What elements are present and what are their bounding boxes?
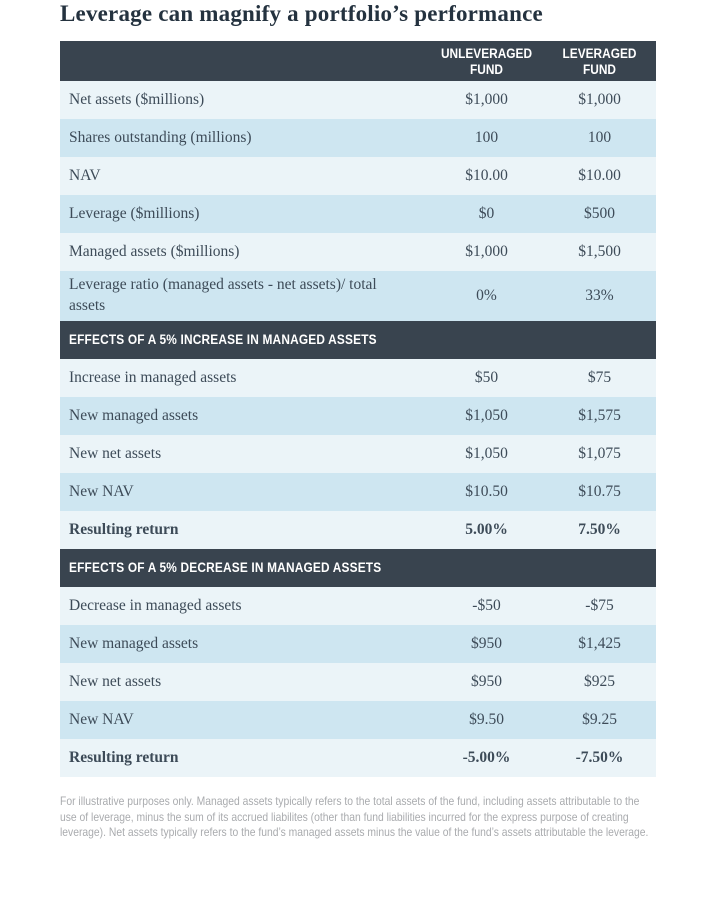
- row-value-leveraged: $10.00: [578, 166, 621, 184]
- leverage-table: [60, 41, 656, 777]
- row-label: Managed assets ($millions): [69, 242, 240, 260]
- row-label: Leverage ($millions): [69, 204, 200, 222]
- row-label: Increase in managed assets: [69, 368, 237, 386]
- column-header-unleveraged-fund: [430, 45, 543, 78]
- row-value-unleveraged: 5.00%: [465, 520, 508, 538]
- section-header-decrease-label: EFFECTS OF A 5% DECREASE IN MANAGED ASSETS: [69, 560, 382, 576]
- row-value-leveraged: $9.25: [582, 710, 617, 728]
- table-row: [60, 359, 656, 397]
- row-label: New net assets: [69, 444, 162, 462]
- table-row-resulting-return: [60, 739, 656, 777]
- table-row: [60, 435, 656, 473]
- row-label: New NAV: [69, 482, 134, 500]
- row-label: New net assets: [69, 672, 162, 690]
- row-value-unleveraged: $1,050: [465, 406, 508, 424]
- row-label: NAV: [69, 166, 101, 184]
- row-value-leveraged: 100: [587, 128, 612, 146]
- section-decrease: [60, 587, 656, 777]
- row-label: Shares outstanding (millions): [69, 128, 252, 146]
- row-value-leveraged: $1,075: [578, 444, 621, 462]
- row-value-unleveraged: 0%: [476, 286, 497, 304]
- row-label: Resulting return: [69, 748, 179, 766]
- table-row: [60, 271, 656, 321]
- row-value-leveraged: $1,575: [578, 406, 621, 424]
- section-header-decrease: [60, 549, 656, 587]
- row-value-leveraged: $1,000: [578, 90, 621, 108]
- row-value-unleveraged: $50: [474, 368, 499, 386]
- row-value-leveraged: $75: [587, 368, 612, 386]
- row-value-leveraged: $500: [584, 204, 615, 222]
- column-header-leveraged-fund: [543, 45, 656, 78]
- section-header-increase: [60, 321, 656, 359]
- table-row: [60, 119, 656, 157]
- table-row: [60, 473, 656, 511]
- column-header-unleveraged-fund-label: UNLEVERAGED FUND: [440, 45, 533, 77]
- table-row: [60, 81, 656, 119]
- row-label: Leverage ratio (managed assets - net assets)/ total assets: [69, 276, 377, 315]
- page-title: Leverage can magnify a portfolio’s performance: [60, 1, 543, 26]
- table-row: [60, 233, 656, 271]
- table-row: [60, 157, 656, 195]
- row-value-leveraged: -$75: [585, 596, 614, 614]
- table-row: [60, 701, 656, 739]
- section-header-increase-label: EFFECTS OF A 5% INCREASE IN MANAGED ASSETS: [69, 332, 377, 348]
- row-value-unleveraged: $950: [471, 672, 502, 690]
- table-row: [60, 587, 656, 625]
- row-value-unleveraged: -5.00%: [462, 748, 511, 766]
- row-value-leveraged: -7.50%: [575, 748, 624, 766]
- footnote: For illustrative purposes only. Managed assets typically refers to the total assets of the fund, including assets attributable to the use of leverage, minus the sum of its accrued liabilites (other than fund liabilities incurred for the express purpose of creating leverage). Net assets typically refers to the fund’s managed assets minus the value of the fund’s assets attributable the leverage.: [60, 793, 649, 840]
- row-label: Net assets ($millions): [69, 90, 205, 108]
- row-value-leveraged: 33%: [585, 286, 614, 304]
- row-label: New managed assets: [69, 406, 199, 424]
- row-label: New managed assets: [69, 634, 199, 652]
- row-value-leveraged: $1,500: [578, 242, 621, 260]
- row-value-leveraged: $925: [584, 672, 615, 690]
- row-label: Decrease in managed assets: [69, 596, 242, 614]
- row-value-unleveraged: $0: [478, 204, 495, 222]
- section-fund-basics: [60, 81, 656, 321]
- row-value-leveraged: $1,425: [578, 634, 621, 652]
- table-header-row: [60, 41, 656, 81]
- row-value-unleveraged: $9.50: [469, 710, 504, 728]
- row-value-unleveraged: -$50: [472, 596, 501, 614]
- table-row-resulting-return: [60, 511, 656, 549]
- row-label: Resulting return: [69, 520, 179, 538]
- row-value-unleveraged: $1,000: [465, 90, 508, 108]
- table-row: [60, 625, 656, 663]
- row-value-leveraged: $10.75: [578, 482, 621, 500]
- row-value-unleveraged: $10.50: [465, 482, 508, 500]
- row-label: New NAV: [69, 710, 134, 728]
- row-value-unleveraged: $950: [471, 634, 502, 652]
- row-value-unleveraged: 100: [474, 128, 499, 146]
- column-header-leveraged-fund-label: LEVERAGED FUND: [562, 45, 637, 77]
- table-row: [60, 195, 656, 233]
- section-increase: [60, 359, 656, 549]
- row-value-leveraged: 7.50%: [578, 520, 621, 538]
- table-row: [60, 663, 656, 701]
- table-row: [60, 397, 656, 435]
- row-value-unleveraged: $10.00: [465, 166, 508, 184]
- row-value-unleveraged: $1,000: [465, 242, 508, 260]
- row-value-unleveraged: $1,050: [465, 444, 508, 462]
